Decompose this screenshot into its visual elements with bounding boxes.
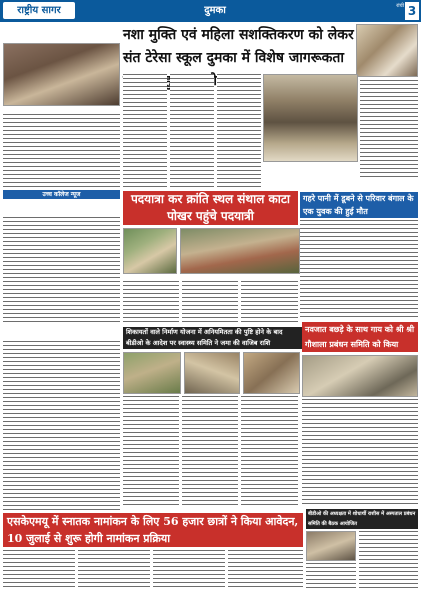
main-photo-small [356,24,418,77]
left-story2-body [3,341,120,511]
left-section-banner: उच्च कॉलेज न्यूज [3,190,120,199]
left-top-deck [3,26,120,40]
main-photo-caption [263,163,358,173]
left-story1-headline [3,201,120,215]
main-headline: नशा मुक्ति एवं महिला सशक्तिकरण को लेकर संत टेरेसा स्कूल दुमका में विशेष जागरूकता [123,27,354,66]
bottom-right-body-col-2 [359,531,418,590]
bottom-right-photo [306,531,356,561]
bottom-right-headline: बीडीओ की अध्यक्षता में शोधार्थी राशीस में अस्पताल प्रबंधन समिति की बैठक आयोजित [306,509,418,529]
bottom-headline: एसकेएमयू में स्नातक नामांकन के लिए 56 हजार छात्रों ने किया आवेदन, 10 जुलाई से शुरू होगी नामांकन प्रक्रिया [3,513,303,547]
bottom-body-col-4 [228,550,303,590]
bottom-body-col-3 [153,550,225,590]
main-body-col-3 [217,74,261,189]
bottom-body-col-1 [3,550,75,590]
padyatra-photo-caption [123,275,300,280]
main-body-col-1 [123,74,167,189]
main-body-col-4 [360,80,418,180]
strip-body-col-2 [182,396,238,506]
bottom-body-col-2 [78,550,150,590]
page-number: 3 [405,2,419,20]
left-story1-body [3,217,120,324]
padyatra-headline: पदयात्रा कर क्रांति स्थल संथाल काटा पोखर पहुंचे पदयात्री [123,191,298,225]
padyatra-body-col-3 [241,281,298,325]
right-story1-headline: गहरे पानी में डूबने से परिवार बंगाल के एक युवक की हुई मौत [300,192,418,218]
left-top-body-text [3,114,120,188]
padyatra-photo-1 [123,228,177,274]
bottom-right-body-col-1 [306,563,356,590]
masthead: राष्ट्रीय सागर [3,2,75,19]
main-body-col-2 [170,74,214,189]
right-story2-body [302,399,418,507]
padyatra-photo-2 [180,228,300,274]
right-story1-body [300,220,418,320]
left-story2-headline [3,325,120,339]
section-title: दुमका [204,5,226,16]
strip-body-col-3 [241,396,298,506]
header-info [300,1,404,21]
left-top-photo-caption [3,107,120,112]
strip-headline: शिकायतों वाले निर्माण योजना में अनियमितता की पुष्टि होने के बाद बीडीओ के आदेश पर स्वास्थ्य समिति ने जमा की वाजिब राशि [123,327,303,349]
padyatra-body-col-1 [123,281,179,325]
strip-body-col-1 [123,396,179,506]
left-top-photo [3,43,120,106]
right-story2-headline: नवजात बछड़े के साथ गाय को श्री श्री गौशाला प्रबंधन समिति को किया [302,322,418,352]
padyatra-body-col-2 [182,281,238,325]
header-city: रांची [396,3,404,9]
main-photo-large [263,74,358,162]
right-story2-photo [302,355,418,397]
strip-photo-1 [123,352,181,394]
strip-photo-2 [184,352,240,394]
strip-photo-3 [243,352,300,394]
